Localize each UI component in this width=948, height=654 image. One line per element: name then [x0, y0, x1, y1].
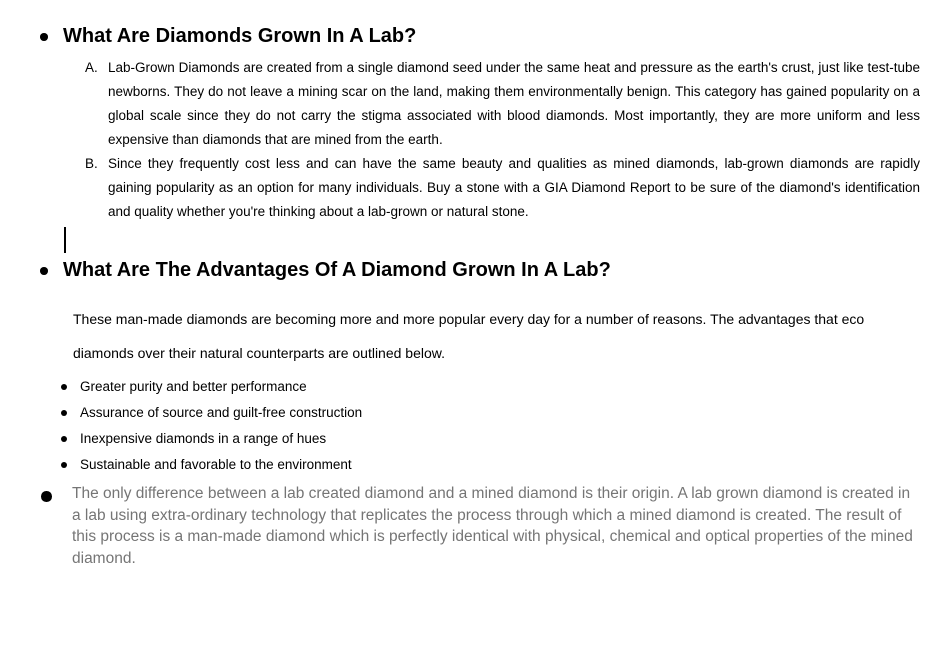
heading-bullet-icon	[40, 267, 48, 275]
bullet-icon	[61, 436, 67, 442]
list-item-a[interactable]	[85, 56, 920, 152]
list-item[interactable]	[61, 452, 661, 478]
list-item[interactable]	[61, 400, 661, 426]
list-item-b[interactable]	[85, 152, 920, 224]
bullet-icon	[41, 491, 52, 502]
advantage-text[interactable]: Greater purity and better performance	[80, 379, 307, 394]
advantages-list	[61, 374, 661, 478]
lettered-list	[85, 56, 920, 224]
list-marker-b: B.	[85, 156, 98, 171]
list-item-a-text[interactable]: Lab-Grown Diamonds are created from a single diamond seed under the same heat and pressure as the earth's crust, just like test-tube newborns. They do not leave a mining scar on the land, making them environmentally benign. This category has gained popularity on a global scale since they do not carry the stigma associated with blood diamonds. Most importantly, they are more uniform and less expensive than diamonds that are mined from the earth.	[108, 60, 920, 147]
intro-line[interactable]: diamonds over their natural counterparts are outlined below.	[73, 345, 445, 361]
text-cursor	[64, 227, 66, 253]
list-marker-a: A.	[85, 60, 98, 75]
bullet-icon	[61, 410, 67, 416]
bullet-icon	[61, 462, 67, 468]
note-paragraph[interactable]: The only difference between a lab created diamond and a mined diamond is their origin. A lab grown diamond is created in a lab using extra-ordinary technology that replicates the process through which a mined diamond is created. The result of this process is a man-made diamond which is perfectly identical with physical, chemical and optical properties of the mined diamond.	[72, 485, 913, 567]
heading-bullet-icon	[40, 33, 48, 41]
advantage-text[interactable]: Assurance of source and guilt-free construction	[80, 405, 363, 420]
intro-line[interactable]: These man-made diamonds are becoming more and more popular every day for a number of reasons. The advantages that eco	[73, 311, 865, 327]
list-item-b-text[interactable]: Since they frequently cost less and can have the same beauty and qualities as mined diamonds, lab-grown diamonds are rapidly gaining popularity as an option for many individuals. Buy a stone with a GIA Diamond Report to be sure of the diamond's identification and quality whether you're thinking about a lab-grown or natural stone.	[108, 156, 920, 219]
advantage-text[interactable]: Sustainable and favorable to the environment	[80, 457, 352, 472]
list-item[interactable]	[61, 426, 661, 452]
advantage-text[interactable]: Inexpensive diamonds in a range of hues	[80, 431, 327, 446]
section2-heading[interactable]: What Are The Advantages Of A Diamond Grown In A Lab?	[63, 259, 611, 281]
intro-paragraph[interactable]	[73, 302, 933, 370]
section1-heading[interactable]: What Are Diamonds Grown In A Lab?	[63, 25, 417, 47]
list-item[interactable]	[61, 374, 661, 400]
bullet-icon	[61, 384, 67, 390]
